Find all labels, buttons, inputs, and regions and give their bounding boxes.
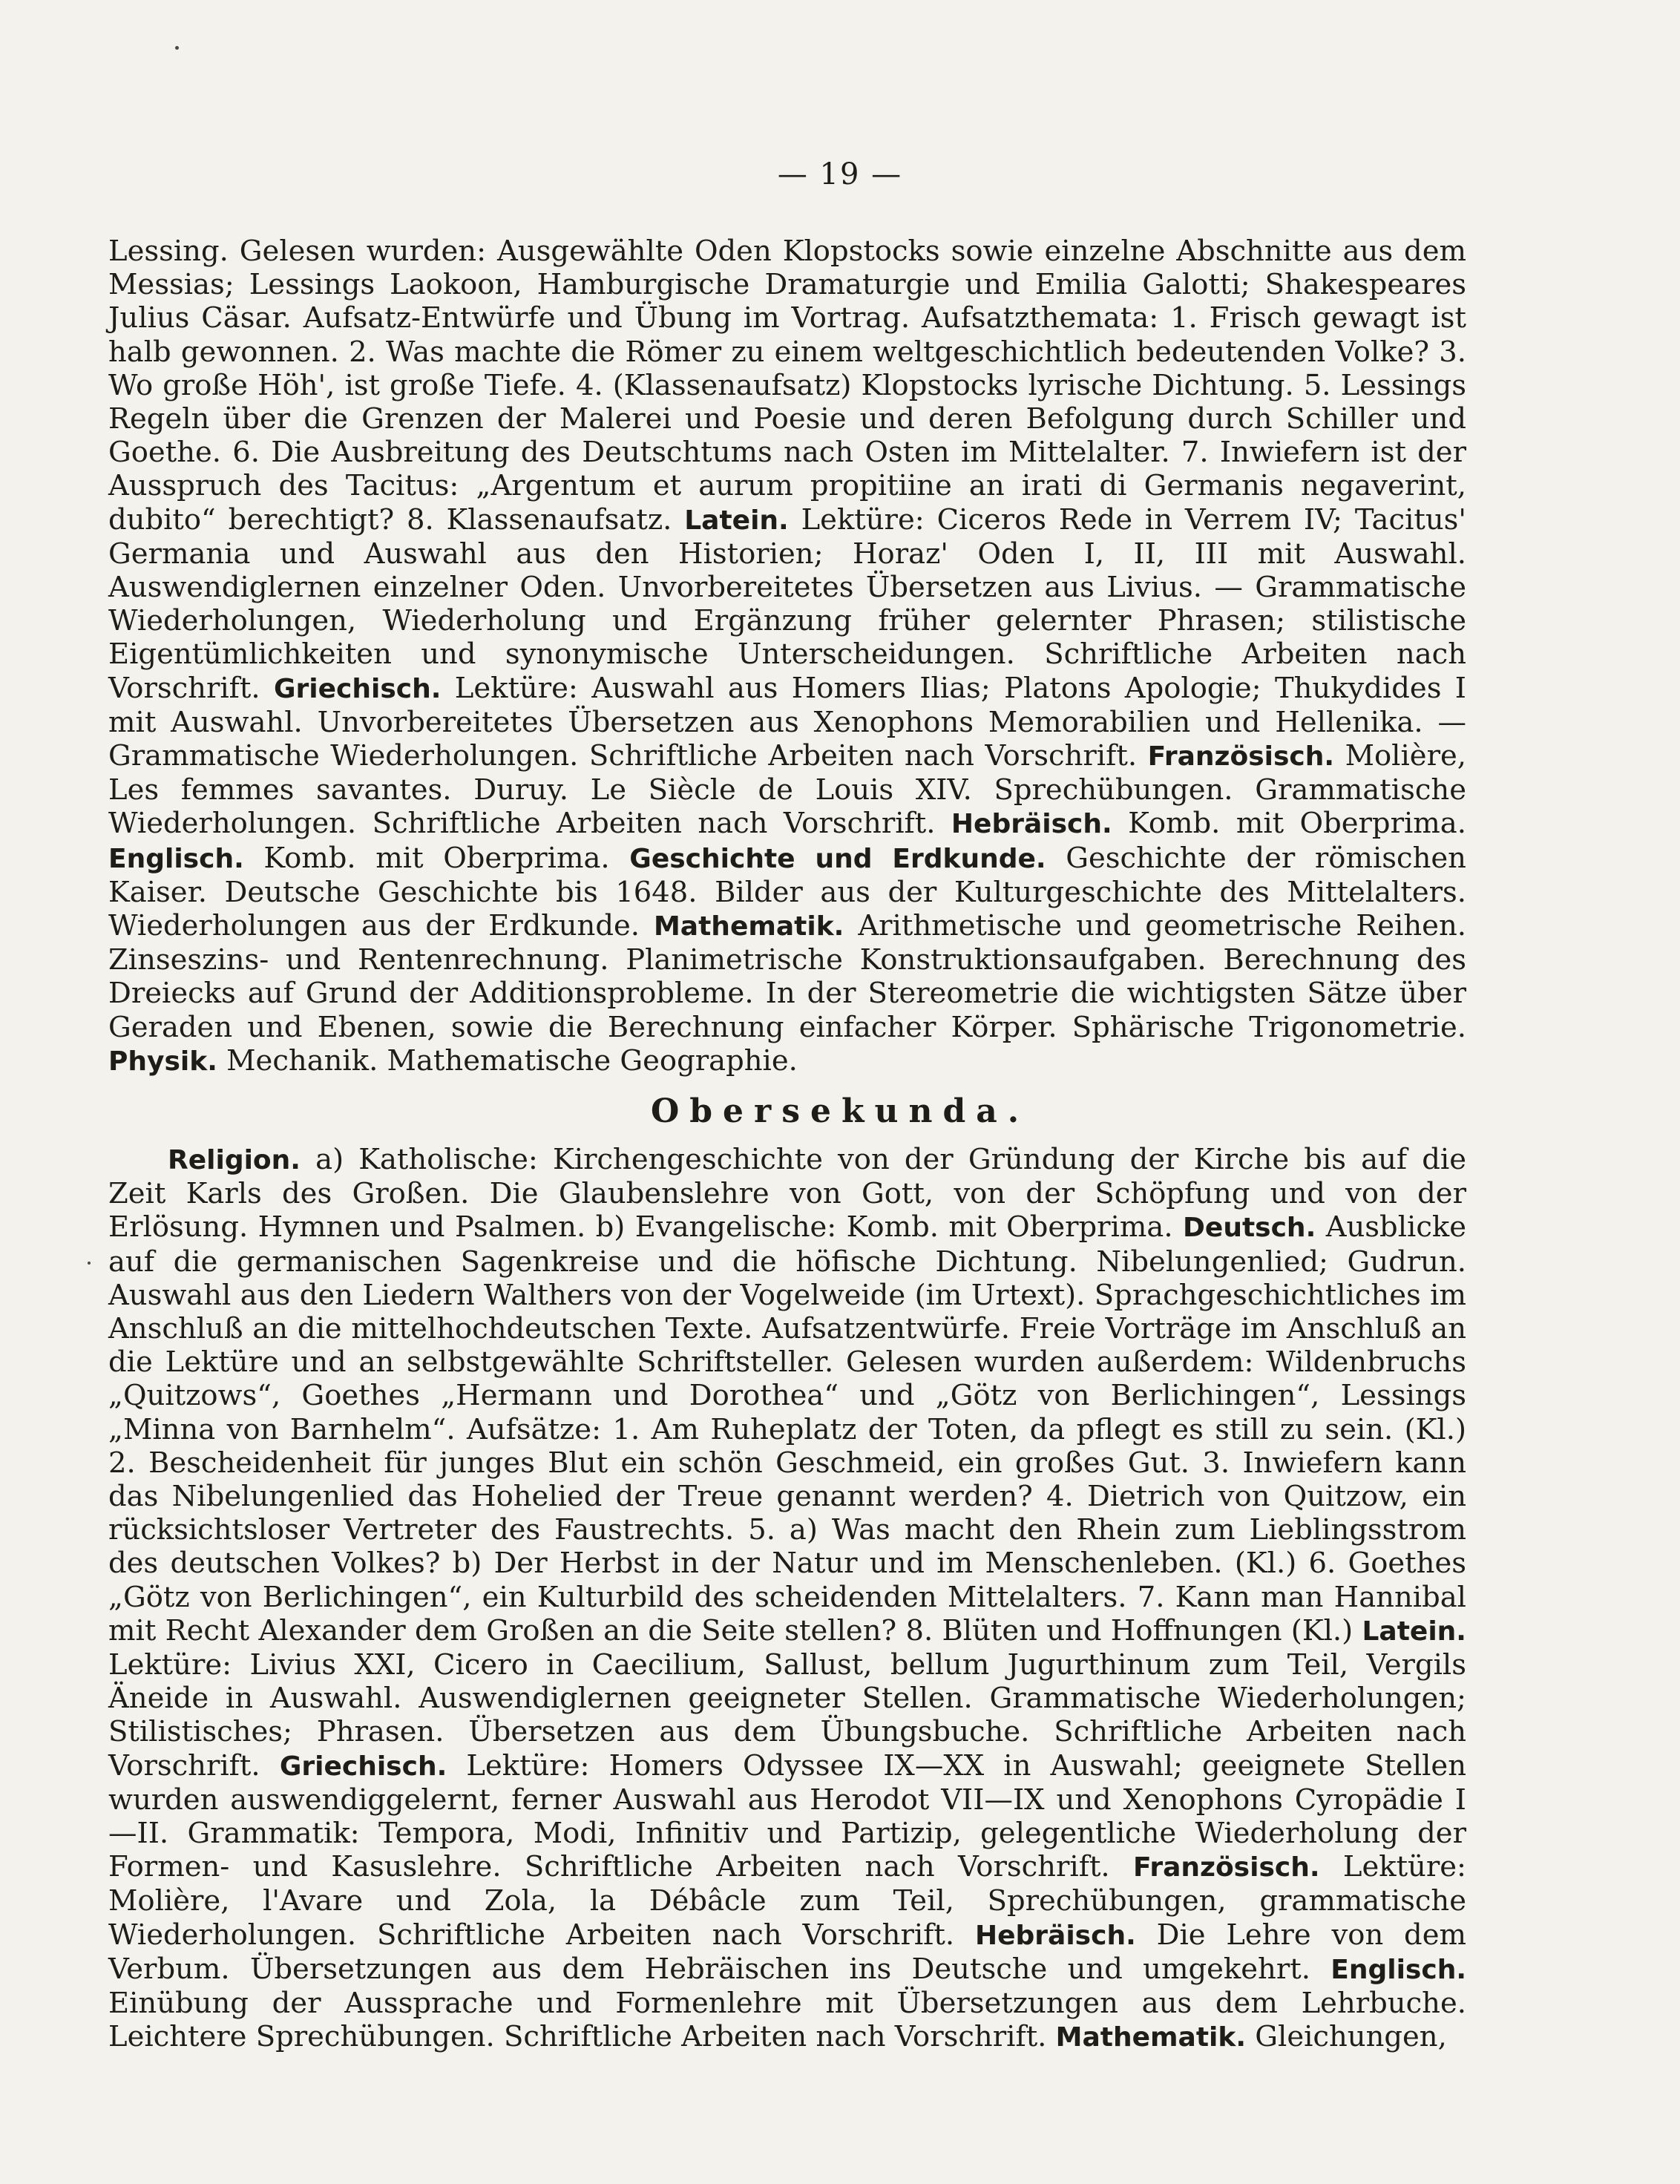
deutsch-text: Ausblicke auf die germanischen Sagenkreise und die höfische Dichtung. Nibelungenlied; Gudrun. Auswahl aus den Liedern Walthers von der Vogelweide (im Urtext). Sprachgeschichtliches im Anschluß an die mittelhochdeutschen Texte. Aufsatzentwürfe. Freie Vorträge im Anschluß an die Lektüre und an selbstgewählte Schriftsteller. Gelesen wurden außerdem: Wildenbruchs „Quitzows“, Goethes „Hermann und Dorothea“ und „Götz von Berlichingen“, Lessings „Minna von Barnhelm“. Aufsätze: 1. Am Ruheplatz der Toten, da pflegt es still zu sein. (Kl.) 2. Bescheidenheit für junges Blut ein schön Geschmeid, ein großes Gut. 3. Inwiefern kann das Nibelungenlied das Hohelied der Treue genannt werden? 4. Dietrich von Quitzow, ein rücksichtsloser Vertreter des Faustrechts. 5. a) Was macht den Rhein zum Lieblingsstrom des deutschen Volkes? b) Der Herbst in der Natur und im Menschenleben. (Kl.) 6. Goethes „Götz von Berlichingen“, ein Kulturbild des scheidenden Mittelalters. 7. Kann man Hannibal mit Recht Alexander dem Großen an die Seite stellen? 8. Blüten und Hoffnungen (Kl.) [108, 1210, 1466, 1647]
hebraeisch-text: Die Lehre von dem Verbum. Übersetzungen aus dem Hebräischen ins Deutsche und umgekehrt. [108, 1918, 1466, 1986]
subject-englisch-label: Englisch. [1330, 1954, 1466, 1985]
subject-religion-label: Religion. [168, 1145, 301, 1175]
subject-latein-label: Latein. [684, 505, 789, 536]
subject-physik-label: Physik. [108, 1046, 217, 1077]
section-heading-obersekunda: Obersekunda. [650, 1092, 1030, 1130]
paragraph-curriculum [108, 235, 1466, 1078]
griechisch-text: Lektüre: Auswahl aus Homers Ilias; Platons Apologie; Thukydides I mit Auswahl. Unvorbereitetes Übersetzen aus Xenophons Memorabilien und Hellenika. — Grammatische Wiederholungen. Schriftliche Arbeiten nach Vorschrift. [108, 671, 1466, 773]
deutsch-text: Lessing. Gelesen wurden: Ausgewählte Oden Klopstocks sowie einzelne Abschnitte aus dem Messias; Lessings Laokoon, Hamburgische Dramaturgie und Emilia Galotti; Shakespeares Julius Cäsar. Aufsatz-Entwürfe und Übung im Vortrag. Aufsatzthemata: 1. Frisch gewagt ist halb gewonnen. 2. Was machte die Römer zu einem weltgeschichtlich bedeutenden Volke? 3. Wo große Höh', ist große Tiefe. 4. (Klassenaufsatz) Klopstocks lyrische Dichtung. 5. Lessings Regeln über die Grenzen der Malerei und Poesie und deren Befolgung durch Schiller und Goethe. 6. Die Ausbreitung des Deutschtums nach Osten im Mittelalter. 7. Inwiefern ist der Ausspruch des Tacitus: „Argentum et aurum propitiine an irati di Germanis negaverint, dubito“ berechtigt? 8. Klassenaufsatz. [108, 235, 1466, 537]
subject-franzoesisch-label: Französisch. [1133, 1852, 1320, 1883]
subject-hebraeisch-label: Hebräisch. [974, 1920, 1136, 1951]
subject-griechisch-label: Griechisch. [273, 673, 442, 704]
religion-text: a) Katholische: Kirchengeschichte von der Gründung der Kirche bis auf die Zeit Karls des Großen. Die Glaubenslehre von Gott, von der Schöpfung und von der Erlösung. Hymnen und Psalmen. b) Evangelische: Komb. mit Oberprima. [108, 1143, 1466, 1245]
subject-geschichte-label: Geschichte und Erdkunde. [629, 843, 1046, 874]
franzoesisch-text: Lektüre: Molière, l'Avare und Zola, la Débâcle zum Teil, Sprechübungen, grammatische Wiederholungen. Schriftliche Arbeiten nach Vorschrift. [108, 1850, 1466, 1952]
franzoesisch-text: Molière, Les femmes savantes. Duruy. Le Siècle de Louis XIV. Sprechübungen. Grammatische Wiederholungen. Schriftliche Arbeiten nach Vorschrift. [108, 739, 1466, 841]
physik-text: Mechanik. Mathematische Geographie. [226, 1043, 798, 1078]
page-number: — 19 — [777, 157, 903, 191]
subject-franzoesisch-label: Französisch. [1147, 741, 1335, 773]
subject-hebraeisch-label: Hebräisch. [951, 809, 1112, 840]
griechisch-text: Lektüre: Homers Odyssee IX—XX in Auswahl; geeignete Stellen wurden auswendiggelernt, ferner Auswahl aus Herodot VII—IX und Xenophons Cyropädie I—II. Grammatik: Tempora, Modi, Infinitiv und Partizip, gelegentliche Wiederholung der Formen- und Kasuslehre. Schriftliche Arbeiten nach Vorschrift. [108, 1748, 1466, 1884]
subject-griechisch-label: Griechisch. [279, 1751, 447, 1782]
subject-mathematik-label: Mathematik. [653, 911, 844, 942]
latein-text: Lektüre: Ciceros Rede in Verrem IV; Tacitus' Germania und Auswahl aus den Historien; Horaz' Oden I, II, III mit Auswahl. Auswendiglernen einzelner Oden. Unvorbereitetes Übersetzen aus Livius. — Grammatische Wiederholungen, Wiederholung und Ergänzung früher gelernter Phrasen; stilistische Eigentümlichkeiten und synonymische Unterscheidungen. Schriftliche Arbeiten nach Vorschrift. [108, 502, 1466, 705]
englisch-text: Einübung der Aussprache und Formenlehre mit Übersetzungen aus dem Lehrbuche. Leichtere Sprechübungen. Schriftliche Arbeiten nach Vorschrift. [108, 1987, 1466, 2054]
subject-latein-label: Latein. [1362, 1616, 1466, 1647]
obersekunda-section-body [108, 1143, 1466, 2054]
geschichte-text: Geschichte der römischen Kaiser. Deutsche Geschichte bis 1648. Bilder aus der Kulturgeschichte des Mittelalters. Wiederholungen aus der Erdkunde. [108, 841, 1466, 943]
latein-text: Lektüre: Livius XXI, Cicero in Caecilium, Sallust, bellum Jugurthinum zum Teil, Vergils Äneide in Auswahl. Auswendiglernen geeigneter Stellen. Grammatische Wiederholungen; Stilistisches; Phrasen. Übersetzen aus dem Übungsbuche. Schriftliche Arbeiten nach Vorschrift. [108, 1648, 1466, 1783]
englisch-text: Komb. mit Oberprima. [263, 841, 610, 875]
mathematik-text: Arithmetische und geometrische Reihen. Zinseszins- und Rentenrechnung. Planimetrische Konstruktionsaufgaben. Berechnung des Dreiecks auf Grund der Additionsprobleme. In der Stereometrie die wichtigsten Sätze über Geraden und Ebenen, sowie die Berechnung einfacher Körper. Sphärische Trigonometrie. [108, 909, 1466, 1044]
mathematik-text: Gleichungen, [1255, 2020, 1447, 2054]
paper-speck [88, 1262, 91, 1265]
previous-section-body [108, 235, 1466, 1078]
subject-mathematik-label: Mathematik. [1055, 2022, 1247, 2053]
hebraeisch-text: Komb. mit Oberprima. [1128, 807, 1466, 841]
subject-englisch-label: Englisch. [108, 843, 244, 874]
paragraph-obersekunda [108, 1143, 1466, 2054]
paper-speck [175, 46, 179, 50]
subject-deutsch-label: Deutsch. [1183, 1213, 1316, 1244]
